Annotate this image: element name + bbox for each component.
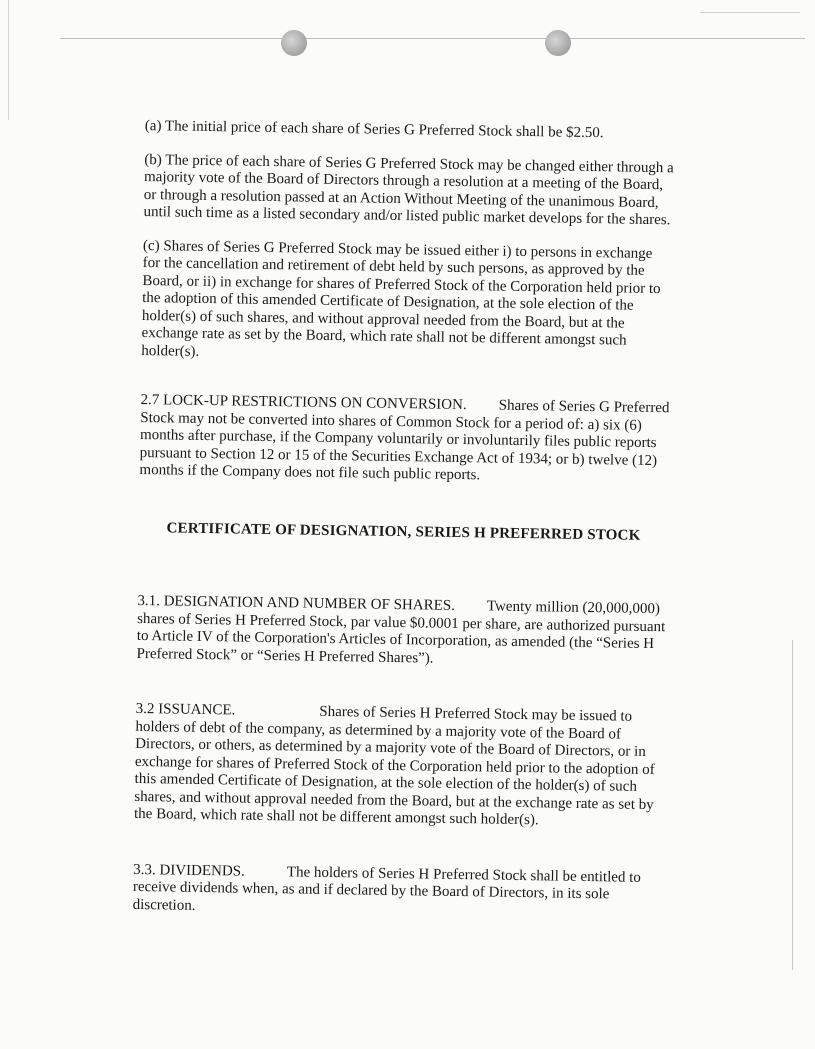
punch-hole-right	[545, 30, 571, 56]
section-3-1	[136, 593, 667, 671]
section-3-3-title: 3.3. DIVIDENDS.	[133, 861, 245, 880]
section-3-3	[132, 861, 663, 922]
punch-hole-left	[281, 30, 307, 56]
section-3-1-body: Twenty million (20,000,000) shares of Series H Preferred Stock, par value $0.0001 per share, are authorized pursuant to Article IV of the Corporation's Articles of Incorporation, as amended (the “Series H Preferred Stock” or “Series H Preferred Shares”).	[136, 598, 666, 667]
section-3-2-body: Shares of Series H Preferred Stock may be issued to holders of debt of the company, as determined by a majority vote of the Board of Directors, or others, as determined by a majority vote of the Board of Directors, or in exchange for shares of Preferred Stock of the Corporation held prior to the adoption of this amended Certificate of Designation, at the sole election of the holder(s) of such shares, and without approval needed from the Board, but at the exchange rate as set by the Board, which rate shall not be different amongst such holder(s).	[133, 703, 655, 829]
section-2-7	[139, 392, 670, 488]
document-body	[132, 118, 674, 922]
paragraph-a: (a) The initial price of each share of Series G Preferred Stock shall be $2.50.	[144, 118, 604, 142]
section-3-2	[134, 701, 666, 832]
paragraph-b: (b) The price of each share of Series G Preferred Stock may be changed either through a majority vote of the Board of Directors through a resolution at a meeting of the Board, or through a resolution passed at an Action Without Meeting of the unanimous Board, until such time as a listed secondary and/or listed public market develops for the shares.	[143, 151, 674, 229]
scan-top-rule-faint	[700, 12, 800, 13]
section-2-7-body: Shares of Series G Preferred Stock may not be converted into shares of Common Stock for a period of: a) six (6) months after purchase, if the Company voluntarily or involuntarily files public reports pursuant to Section 12 or 15 of the Securities Exchange Act of 1934; or b) twelve (12) months if the Company does not file such public reports.	[139, 397, 670, 484]
scan-top-rule	[60, 38, 805, 39]
scan-left-edge	[8, 0, 9, 120]
section-3-2-title: 3.2 ISSUANCE.	[135, 700, 236, 719]
certificate-heading: CERTIFICATE OF DESIGNATION, SERIES H PREFERRED STOCK	[166, 519, 641, 544]
section-2-7-title: 2.7 LOCK-UP RESTRICTIONS ON CONVERSION.	[140, 391, 467, 414]
section-3-1-title: 3.1. DESIGNATION AND NUMBER OF SHARES.	[137, 592, 456, 614]
scan-right-edge	[792, 640, 793, 970]
section-3-3-body: The holders of Series H Preferred Stock shall be entitled to receive dividends when, as and if declared by the Board of Directors, in its sole discretion.	[132, 863, 642, 914]
paragraph-c: (c) Shares of Series G Preferred Stock may be issued either i) to persons in exchange for the cancellation and retirement of debt held by such persons, as approved by the Board, or ii) in exchange for shares of Preferred Stock of the Corporation held prior to the adoption of this amended Certificate of Designation, at the sole election of the holder(s) of such shares, and without approval needed from the Board, but at the exchange rate as set by the Board, which rate shall not be different amongst such holder(s).	[141, 237, 661, 360]
